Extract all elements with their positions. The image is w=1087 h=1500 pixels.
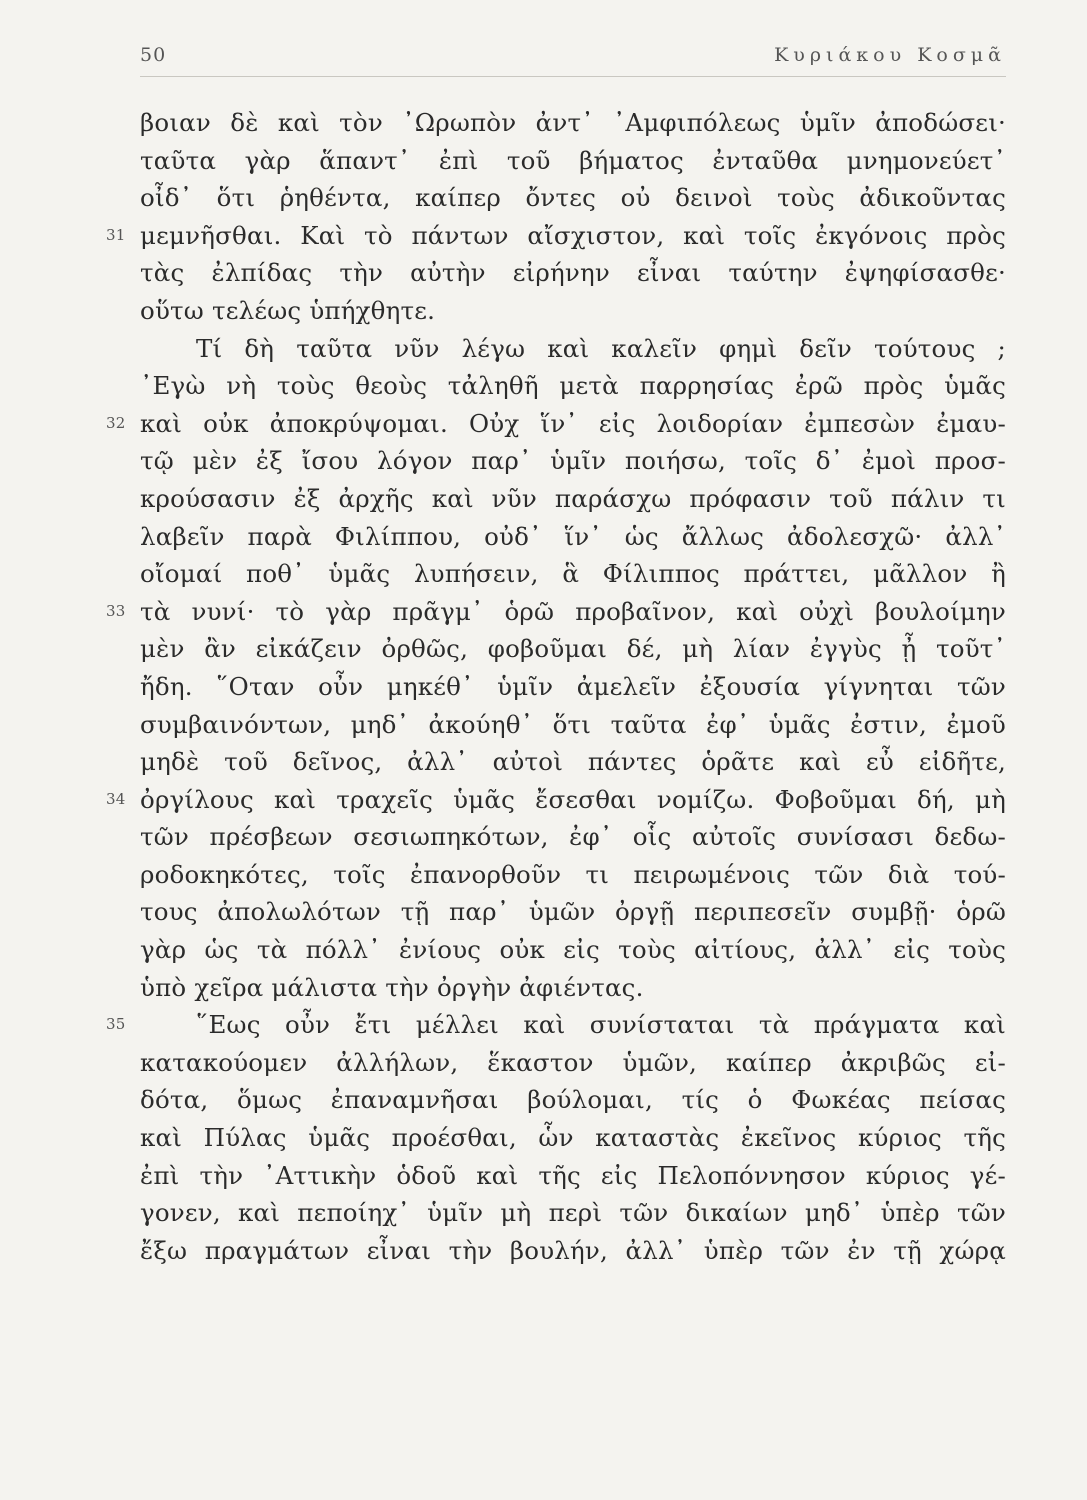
- line-text: γονεν, καὶ πεποίηχ᾿ ὑμῖν μὴ περὶ τῶν δικαίων μηδ᾿ ὑπὲρ τῶν: [140, 1198, 1006, 1228]
- line-text: μὲν ἂν εἰκάζειν ὀρθῶς, φοβοῦμαι δέ, μὴ λίαν ἐγγὺς ᾖ τοῦτ᾿: [140, 634, 1006, 664]
- text-line: [106, 593, 1006, 631]
- text-line: [140, 668, 1006, 706]
- text-line: [106, 1006, 1006, 1044]
- section-number: 31: [106, 225, 126, 244]
- text-line: [140, 330, 1006, 368]
- text-line: [140, 931, 1006, 969]
- text-line: [140, 743, 1006, 781]
- line-text: Τί δὴ ταῦτα νῦν λέγω καὶ καλεῖν φημὶ δεῖν τούτους ;: [196, 333, 1006, 363]
- running-head: Κυριάκου Κοσμᾶ: [774, 44, 1006, 66]
- text-line: [140, 1081, 1006, 1119]
- body-text: [106, 104, 1006, 1269]
- page-header: [140, 40, 1006, 77]
- text-line: [140, 367, 1006, 405]
- line-text: τὰ νυνί· τὸ γὰρ πρᾶγμ᾿ ὁρῶ προβαῖνον, καὶ οὐχὶ βουλοίμην: [140, 596, 1006, 626]
- line-text: κρούσασιν ἐξ ἀρχῆς καὶ νῦν παράσχω πρόφασιν τοῦ πάλιν τι: [140, 483, 1006, 513]
- line-text: βοιαν δὲ καὶ τὸν ᾿Ωρωπὸν ἀντ᾿ ᾿Αμφιπόλεως ὑμῖν ἀποδώσει·: [140, 108, 1006, 137]
- line-text: ἔξω πραγμάτων εἶναι τὴν βουλήν, ἀλλ᾿ ὑπὲρ τῶν ἐν τῇ χώρᾳ: [140, 1235, 1006, 1265]
- line-text: τὰς ἐλπίδας τὴν αὐτὴν εἰρήνην εἶναι ταύτην ἐψηφίσασθε·: [140, 258, 1006, 288]
- line-text: ῞Εως οὖν ἔτι μέλλει καὶ συνίσταται τὰ πράγματα καὶ: [196, 1010, 1006, 1040]
- line-text: ταῦτα γὰρ ἅπαντ᾿ ἐπὶ τοῦ βήματος ἐνταῦθα μνημονεύετ᾿: [140, 145, 1006, 175]
- page-number: 50: [140, 44, 167, 66]
- text-line: [140, 1232, 1006, 1270]
- text-line: [140, 292, 1006, 330]
- line-text: οἶδ᾿ ὅτι ῥηθέντα, καίπερ ὄντες οὐ δεινοὶ τοὺς ἀδικοῦντας: [140, 183, 1006, 213]
- line-text: οὕτω τελέως ὑπήχθητε.: [140, 295, 436, 325]
- text-line: [140, 818, 1006, 856]
- text-line: [106, 217, 1006, 255]
- text-line: [140, 142, 1006, 180]
- line-text: τῷ μὲν ἐξ ἴσου λόγον παρ᾿ ὑμῖν ποιήσω, τοῖς δ᾿ ἐμοὶ προσ-: [140, 446, 1006, 476]
- line-text: ἤδη. ῞Οταν οὖν μηκέθ᾿ ὑμῖν ἀμελεῖν ἐξουσία γίγνηται τῶν: [140, 671, 1006, 701]
- section-number: 35: [106, 1015, 126, 1034]
- line-text: καὶ Πύλας ὑμᾶς προέσθαι, ὧν καταστὰς ἐκεῖνος κύριος τῆς: [140, 1123, 1006, 1153]
- line-text: δότα, ὅμως ἐπαναμνῆσαι βούλομαι, τίς ὁ Φωκέας πείσας: [140, 1085, 1006, 1115]
- section-number: 33: [106, 601, 126, 620]
- text-line: [140, 254, 1006, 292]
- text-line: [140, 179, 1006, 217]
- line-text: ἐπὶ τὴν ᾿Αττικὴν ὁδοῦ καὶ τῆς εἰς Πελοπόννησον κύριος γέ-: [140, 1160, 1006, 1190]
- text-line: [140, 555, 1006, 593]
- line-text: τους ἀπολωλότων τῇ παρ᾿ ὑμῶν ὀργῇ περιπεσεῖν συμβῇ· ὁρῶ: [140, 897, 1006, 927]
- line-text: ὑπὸ χεῖρα μάλιστα τὴν ὀργὴν ἀφιέντας.: [140, 972, 644, 1002]
- line-text: καὶ οὐκ ἀποκρύψομαι. Οὐχ ἵν᾿ εἰς λοιδορίαν ἐμπεσὼν ἐμαυ-: [140, 408, 1006, 438]
- line-text: γὰρ ὡς τὰ πόλλ᾿ ἐνίους οὐκ εἰς τοὺς αἰτίους, ἀλλ᾿ εἰς τοὺς: [140, 935, 1006, 965]
- text-line: [140, 442, 1006, 480]
- text-line: [140, 480, 1006, 518]
- line-text: μεμνῆσθαι. Καὶ τὸ πάντων αἴσχιστον, καὶ τοῖς ἐκγόνοις πρὸς: [140, 220, 1006, 250]
- text-line: [140, 969, 1006, 1007]
- line-text: ροδοκηκότες, τοῖς ἐπανορθοῦν τι πειρωμένοις τῶν διὰ τού-: [140, 859, 1006, 889]
- line-text: λαβεῖν παρὰ Φιλίππου, οὐδ᾿ ἵν᾿ ὡς ἄλλως ἀδολεσχῶ· ἀλλ᾿: [140, 521, 1006, 551]
- text-line: [140, 1044, 1006, 1082]
- line-text: μηδὲ τοῦ δεῖνος, ἀλλ᾿ αὐτοὶ πάντες ὁρᾶτε καὶ εὖ εἰδῆτε,: [140, 747, 1006, 777]
- section-number: 34: [106, 789, 126, 808]
- text-line: [106, 781, 1006, 819]
- line-text: ᾿Εγὼ νὴ τοὺς θεοὺς τἀληθῆ μετὰ παρρησίας ἐρῶ πρὸς ὑμᾶς: [140, 371, 1006, 401]
- section-number: 32: [106, 413, 126, 432]
- line-text: κατακούομεν ἀλλήλων, ἕκαστον ὑμῶν, καίπερ ἀκριβῶς εἰ-: [140, 1047, 1006, 1077]
- text-line: [140, 630, 1006, 668]
- text-line: [140, 1157, 1006, 1195]
- text-line: [140, 706, 1006, 744]
- text-line: [140, 104, 1006, 142]
- text-line: [106, 405, 1006, 443]
- text-line: [140, 1119, 1006, 1157]
- line-text: οἴομαί ποθ᾿ ὑμᾶς λυπήσειν, ἃ Φίλιππος πράττει, μᾶλλον ἢ: [140, 559, 1006, 589]
- text-line: [140, 1194, 1006, 1232]
- line-text: ὀργίλους καὶ τραχεῖς ὑμᾶς ἔσεσθαι νομίζω. Φοβοῦμαι δή, μὴ: [140, 784, 1006, 814]
- text-line: [140, 518, 1006, 556]
- text-line: [140, 856, 1006, 894]
- text-line: [140, 893, 1006, 931]
- line-text: τῶν πρέσβεων σεσιωπηκότων, ἐφ᾿ οἷς αὐτοῖς συνίσασι δεδω-: [140, 822, 1006, 852]
- line-text: συμβαινόντων, μηδ᾿ ἀκούηθ᾿ ὅτι ταῦτα ἐφ᾿ ὑμᾶς ἐστιν, ἐμοῦ: [140, 709, 1006, 739]
